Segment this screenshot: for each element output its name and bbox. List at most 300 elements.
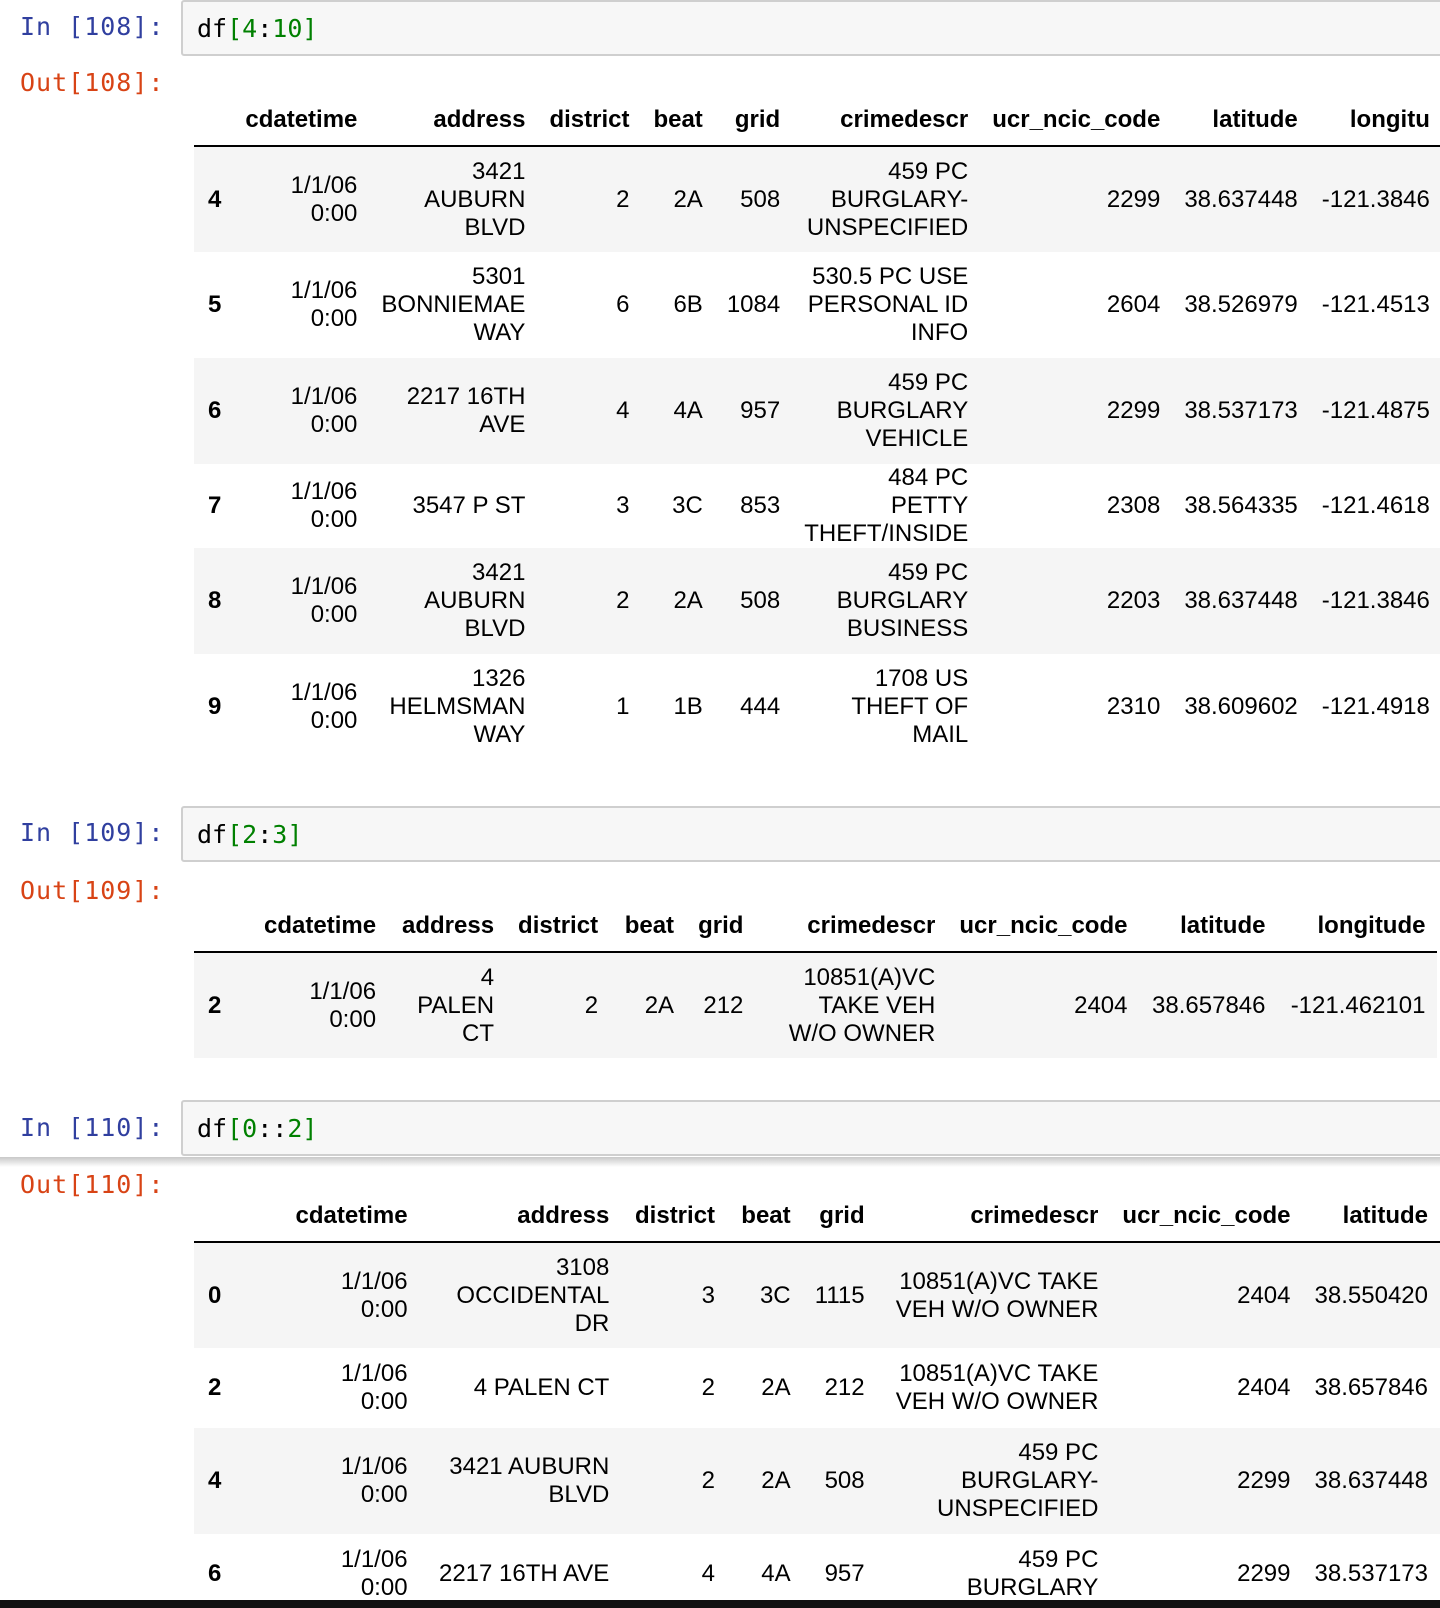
cell-cdatetime [252, 952, 388, 1058]
column-header-crimedescr: crimedescr [755, 900, 947, 952]
row-index: 6 [208, 397, 222, 424]
cell-line: BLVD [464, 213, 526, 241]
table-row [194, 1534, 1440, 1600]
cell-line: 1326 [472, 665, 526, 692]
cell-line: 0:00 [310, 506, 358, 533]
cell-line: 38.537173 [1314, 1560, 1428, 1587]
cell-line: 3547 P ST [412, 492, 526, 519]
cell-line: 4A [673, 397, 703, 424]
cell-longitu [1310, 252, 1440, 358]
cell-beat [641, 358, 714, 464]
column-header-crimedescr: crimedescr [877, 1190, 1111, 1242]
code-input-109[interactable] [181, 806, 1440, 862]
cell-line: 1/1/06 [340, 1546, 408, 1573]
cell-cdatetime [233, 654, 369, 760]
cell-latitude [1172, 464, 1309, 548]
cell-line: UNSPECIFIED [937, 1495, 1099, 1522]
cell-line: PALEN [417, 991, 495, 1019]
table-row [194, 464, 1440, 548]
code-variable: df [197, 1113, 228, 1143]
cell-line: BURGLARY [966, 1574, 1099, 1600]
column-header-ucr_ncic_code: ucr_ncic_code [947, 900, 1139, 952]
cell-line: 4 [701, 1560, 716, 1587]
cell-line: 2 [584, 991, 599, 1019]
cell-line: -121.4513 [1321, 291, 1430, 318]
cell-address [369, 146, 537, 252]
code-operator: : [257, 819, 273, 849]
cell-line: 0:00 [360, 1481, 408, 1508]
cell-line: VEHICLE [865, 425, 969, 452]
table-row [194, 146, 1440, 252]
cell-ucr_ncic_code [980, 548, 1172, 654]
cell-grid [715, 146, 792, 252]
cell-line: 38.537173 [1184, 397, 1298, 424]
cell-line: OCCIDENTAL [456, 1281, 610, 1309]
cell-beat [641, 464, 714, 548]
cell-crimedescr [792, 252, 980, 358]
cell-line: BLVD [548, 1481, 610, 1508]
cell-line: 2 [701, 1374, 716, 1401]
cell-latitude [1303, 1242, 1440, 1348]
code-bracket: [ [227, 1113, 243, 1143]
cell-line: 2A [644, 991, 675, 1019]
cell-line: 2404 [1237, 1374, 1291, 1401]
cell-address [369, 548, 537, 654]
cell-line: 2299 [1106, 397, 1161, 424]
cell-address [420, 1348, 622, 1428]
column-header-beat: beat [610, 900, 686, 952]
code-number: 2 [242, 819, 258, 849]
cell-address [420, 1242, 622, 1348]
cell-address [388, 952, 506, 1058]
cell-line: 459 PC [1018, 1439, 1099, 1466]
cell-cdatetime [233, 548, 369, 654]
cell-line: WAY [473, 319, 526, 346]
cell-line: 3C [672, 492, 703, 519]
cell-line: BLVD [464, 615, 526, 642]
cell-district [621, 1534, 727, 1600]
row-index: 8 [208, 587, 222, 614]
cell-crimedescr [755, 952, 947, 1058]
column-header-district: district [537, 94, 641, 146]
cell-address [420, 1534, 622, 1600]
dataframe-output-109 [194, 900, 1437, 1058]
cell-line: 0:00 [360, 1295, 408, 1323]
cell-line: 0:00 [360, 1574, 408, 1600]
cell-ucr_ncic_code [1110, 1534, 1302, 1600]
cell-line: -121.4618 [1321, 492, 1430, 519]
cell-crimedescr [877, 1242, 1111, 1348]
cell-latitude [1303, 1428, 1440, 1534]
cell-line: 38.564335 [1184, 492, 1298, 519]
cell-line: TAKE VEH [818, 991, 936, 1019]
cell-beat [641, 252, 714, 358]
cell-line: PERSONAL ID [807, 291, 969, 318]
cell-district [537, 252, 641, 358]
column-header-grid: grid [715, 94, 792, 146]
cell-line: 1/1/06 [340, 1453, 408, 1480]
cell-line: -121.3846 [1321, 185, 1430, 213]
cell-line: 957 [740, 397, 781, 424]
cell-line: 2299 [1106, 185, 1161, 213]
cell-grid [686, 952, 755, 1058]
cell-line: 853 [740, 492, 781, 519]
cell-line: DR [574, 1309, 610, 1337]
code-number: 0 [242, 1113, 258, 1143]
row-index: 2 [208, 1374, 222, 1401]
cell-line: 0:00 [310, 707, 358, 734]
output-area-110[interactable] [0, 1190, 1440, 1600]
cell-line: W/O OWNER [788, 1019, 936, 1047]
column-header-longitu: longitu [1310, 94, 1440, 146]
cell-cdatetime [233, 146, 369, 252]
cell-crimedescr [877, 1428, 1111, 1534]
cell-line: 484 PC PETTY [888, 464, 969, 519]
cell-line: 1 [616, 693, 630, 720]
row-index: 0 [208, 1281, 222, 1309]
cell-line: 1/1/06 [290, 277, 358, 304]
cell-line: 1/1/06 [309, 977, 377, 1005]
cell-address [369, 358, 537, 464]
cell-address [369, 654, 537, 760]
cell-line: 2A [761, 1374, 791, 1401]
cell-crimedescr [792, 358, 980, 464]
cell-grid [715, 548, 792, 654]
code-number: 3 [272, 819, 288, 849]
column-header-crimedescr: crimedescr [792, 94, 980, 146]
cell-longitu [1310, 464, 1440, 548]
cell-grid [715, 358, 792, 464]
cell-line: 2A [673, 185, 703, 213]
code-input-108[interactable] [181, 0, 1440, 56]
cell-line: 38.550420 [1314, 1281, 1428, 1309]
out-prompt-109: Out[109]: [20, 876, 165, 905]
cell-line: 4 [616, 397, 630, 424]
table-row [194, 1242, 1440, 1348]
table-row [194, 952, 1437, 1058]
cell-line: 459 PC [888, 157, 969, 185]
cell-line: 5301 [472, 263, 526, 290]
cell-line: 1/1/06 [290, 573, 358, 600]
cell-beat [727, 1348, 803, 1428]
cell-line: -121.3846 [1321, 587, 1430, 614]
cell-line: 2A [761, 1467, 791, 1494]
cell-line: 444 [740, 693, 781, 720]
code-bracket: ] [287, 819, 303, 849]
code-number: 4 [242, 13, 258, 43]
cell-line: 508 [824, 1467, 865, 1494]
cell-line: 2299 [1237, 1560, 1291, 1587]
code-input-110[interactable] [181, 1100, 1440, 1156]
cell-crimedescr [877, 1534, 1111, 1600]
cell-grid [803, 1534, 877, 1600]
row-index: 5 [208, 291, 222, 318]
cell-cdatetime [284, 1348, 420, 1428]
cell-line: 10851(A)VC TAKE [899, 1360, 1099, 1387]
cell-latitude [1172, 654, 1309, 760]
cell-ucr_ncic_code [947, 952, 1139, 1058]
code-variable: df [197, 819, 228, 849]
cell-beat [727, 1534, 803, 1600]
table-row [194, 548, 1440, 654]
cell-cdatetime [233, 358, 369, 464]
cell-line: 1/1/06 [340, 1267, 408, 1295]
cell-line: -121.4875 [1321, 397, 1430, 424]
cell-line: 957 [824, 1560, 865, 1587]
cell-crimedescr [792, 654, 980, 760]
cell-address [369, 252, 537, 358]
cell-line: THEFT OF [851, 693, 969, 720]
cell-line: 2404 [1237, 1281, 1291, 1309]
column-header-grid: grid [686, 900, 755, 952]
cell-line: 1/1/06 [290, 171, 358, 199]
cell-ucr_ncic_code [980, 654, 1172, 760]
cell-crimedescr [877, 1348, 1111, 1428]
cell-line: MAIL [912, 721, 969, 748]
cell-grid [715, 252, 792, 358]
window-bottom-edge [0, 1600, 1440, 1608]
column-header-ucr_ncic_code: ucr_ncic_code [980, 94, 1172, 146]
code-variable: df [197, 13, 228, 43]
cell-line: VEH W/O OWNER [895, 1295, 1099, 1323]
cell-crimedescr [792, 464, 980, 548]
cell-line: 530.5 PC USE [812, 263, 969, 290]
cell-line: 0:00 [329, 1005, 377, 1033]
cell-line: 3 [616, 492, 630, 519]
cell-line: AUBURN [424, 587, 526, 614]
cell-grid [803, 1428, 877, 1534]
cell-line: BURGLARY- [830, 185, 969, 213]
cell-latitude [1139, 952, 1277, 1058]
cell-longitu [1310, 548, 1440, 654]
cell-line: BUSINESS [846, 615, 969, 642]
column-header-index [194, 94, 233, 146]
column-header-index [194, 900, 252, 952]
cell-line: 1/1/06 [340, 1360, 408, 1387]
cell-longitu [1310, 654, 1440, 760]
cell-district [621, 1428, 727, 1534]
cell-latitude [1172, 358, 1309, 464]
cell-latitude [1303, 1348, 1440, 1428]
in-prompt-109: In [109]: [20, 818, 165, 847]
cell-line: 2299 [1237, 1467, 1291, 1494]
cell-line: 1084 [726, 291, 781, 318]
cell-line: INFO [910, 319, 969, 346]
cell-cdatetime [233, 464, 369, 548]
cell-beat [641, 548, 714, 654]
cell-line: 212 [703, 991, 744, 1019]
cell-beat [727, 1428, 803, 1534]
dataframe-output-110 [194, 1190, 1440, 1600]
cell-line: BURGLARY- [961, 1467, 1099, 1494]
cell-line: 1708 US [874, 665, 969, 692]
code-bracket: ] [302, 13, 318, 43]
cell-line: 1B [673, 693, 703, 720]
cell-cdatetime [284, 1428, 420, 1534]
column-header-cdatetime: cdatetime [233, 94, 369, 146]
code-bracket: ] [302, 1113, 318, 1143]
cell-district [537, 358, 641, 464]
cell-line: 1/1/06 [290, 679, 358, 706]
cell-line: 6 [616, 291, 630, 318]
cell-address [369, 464, 537, 548]
cell-line: 10851(A)VC TAKE [899, 1267, 1099, 1295]
cell-cdatetime [284, 1242, 420, 1348]
cell-line: 2 [616, 185, 630, 213]
column-header-beat: beat [641, 94, 714, 146]
cell-district [506, 952, 610, 1058]
cell-ucr_ncic_code [1110, 1428, 1302, 1534]
cell-ucr_ncic_code [1110, 1348, 1302, 1428]
cell-line: -121.4918 [1321, 693, 1430, 720]
in-prompt-110: In [110]: [20, 1113, 165, 1142]
cell-address [420, 1428, 622, 1534]
cell-line: VEH W/O OWNER [895, 1388, 1099, 1415]
cell-grid [715, 654, 792, 760]
row-index: 2 [208, 991, 222, 1019]
cell-longitu [1310, 358, 1440, 464]
cell-line: UNSPECIFIED [806, 213, 969, 241]
cell-line: 38.637448 [1184, 185, 1298, 213]
cell-line: 3C [759, 1281, 791, 1309]
cell-line: BURGLARY [836, 397, 969, 424]
cell-line: 3421 AUBURN [449, 1453, 610, 1480]
cell-beat [727, 1242, 803, 1348]
cell-line: 459 PC [1018, 1546, 1099, 1573]
cell-line: AUBURN [424, 185, 526, 213]
cell-district [537, 464, 641, 548]
row-index: 6 [208, 1560, 222, 1587]
cell-line: 2308 [1106, 492, 1161, 519]
column-header-address: address [388, 900, 506, 952]
cell-line: 38.657846 [1152, 991, 1266, 1019]
cell-line: BONNIEMAE [381, 291, 526, 318]
cell-latitude [1172, 548, 1309, 654]
cell-line: 459 PC [888, 369, 969, 396]
column-header-ucr_ncic_code: ucr_ncic_code [1110, 1190, 1302, 1242]
cell-beat [641, 654, 714, 760]
cell-line: 3421 [472, 559, 526, 586]
column-header-cdatetime: cdatetime [252, 900, 388, 952]
cell-line: HELMSMAN [389, 693, 526, 720]
cell-grid [715, 464, 792, 548]
cell-longitude [1277, 952, 1437, 1058]
cell-district [621, 1348, 727, 1428]
column-header-latitude: latitude [1172, 94, 1309, 146]
cell-line: 1/1/06 [290, 383, 358, 410]
cell-line: 4 [480, 963, 495, 991]
cell-latitude [1303, 1534, 1440, 1600]
column-header-beat: beat [727, 1190, 803, 1242]
cell-ucr_ncic_code [980, 252, 1172, 358]
dataframe-output-108 [194, 94, 1440, 760]
row-index: 4 [208, 1467, 222, 1494]
table-row [194, 1348, 1440, 1428]
output-scroll-shadow [0, 1157, 1440, 1167]
cell-line: 1/1/06 [290, 478, 358, 505]
cell-line: 2 [616, 587, 630, 614]
cell-line: 508 [740, 185, 781, 213]
row-index: 9 [208, 693, 222, 720]
cell-crimedescr [792, 548, 980, 654]
cell-line: 508 [740, 587, 781, 614]
cell-ucr_ncic_code [980, 464, 1172, 548]
code-number: 2 [287, 1113, 303, 1143]
header-row [194, 1190, 1440, 1242]
column-header-grid: grid [803, 1190, 877, 1242]
cell-latitude [1172, 252, 1309, 358]
cell-line: 2604 [1106, 291, 1161, 318]
in-prompt-108: In [108]: [20, 12, 165, 41]
code-operator: :: [257, 1113, 288, 1143]
cell-line: 38.609602 [1184, 693, 1298, 720]
code-bracket: [ [227, 13, 243, 43]
cell-line: 212 [824, 1374, 865, 1401]
cell-line: 4A [761, 1560, 791, 1587]
row-index: 7 [208, 492, 222, 519]
cell-cdatetime [284, 1534, 420, 1600]
cell-line: 0:00 [310, 411, 358, 438]
out-prompt-108: Out[108]: [20, 68, 165, 97]
cell-ucr_ncic_code [1110, 1242, 1302, 1348]
column-header-cdatetime: cdatetime [284, 1190, 420, 1242]
cell-line: AVE [479, 411, 526, 438]
column-header-longitude: longitude [1277, 900, 1437, 952]
column-header-latitude: latitude [1303, 1190, 1440, 1242]
cell-line: 0:00 [310, 305, 358, 332]
cell-line: THEFT/INSIDE [804, 520, 969, 547]
cell-district [537, 654, 641, 760]
cell-line: 0:00 [360, 1388, 408, 1415]
cell-line: BURGLARY [836, 587, 969, 614]
cell-line: 2404 [1074, 991, 1128, 1019]
cell-line: CT [462, 1019, 495, 1047]
code-number: 10 [272, 13, 303, 43]
header-row [194, 900, 1437, 952]
cell-line: 2 [701, 1467, 716, 1494]
cell-line: 2217 16TH AVE [438, 1560, 610, 1587]
cell-grid [803, 1348, 877, 1428]
column-header-address: address [369, 94, 537, 146]
cell-line: 38.637448 [1314, 1467, 1428, 1494]
cell-line: 10851(A)VC [803, 963, 936, 991]
code-operator: : [257, 13, 273, 43]
cell-line: -121.462101 [1290, 991, 1426, 1019]
cell-grid [803, 1242, 877, 1348]
column-header-index [194, 1190, 284, 1242]
column-header-district: district [506, 900, 610, 952]
cell-cdatetime [233, 252, 369, 358]
column-header-district: district [621, 1190, 727, 1242]
cell-line: 0:00 [310, 199, 358, 227]
cell-line: 2310 [1106, 693, 1161, 720]
cell-line: 459 PC [888, 559, 969, 586]
table-row [194, 1428, 1440, 1534]
table-row [194, 252, 1440, 358]
column-header-latitude: latitude [1139, 900, 1277, 952]
cell-district [537, 548, 641, 654]
cell-line: 6B [673, 291, 703, 318]
cell-line: 2A [673, 587, 703, 614]
cell-crimedescr [792, 146, 980, 252]
cell-ucr_ncic_code [980, 358, 1172, 464]
cell-line: 38.526979 [1184, 291, 1298, 318]
cell-district [621, 1242, 727, 1348]
cell-beat [610, 952, 686, 1058]
cell-line: WAY [473, 721, 526, 748]
cell-line: 4 PALEN CT [473, 1374, 610, 1401]
cell-line: 3421 [472, 157, 526, 185]
